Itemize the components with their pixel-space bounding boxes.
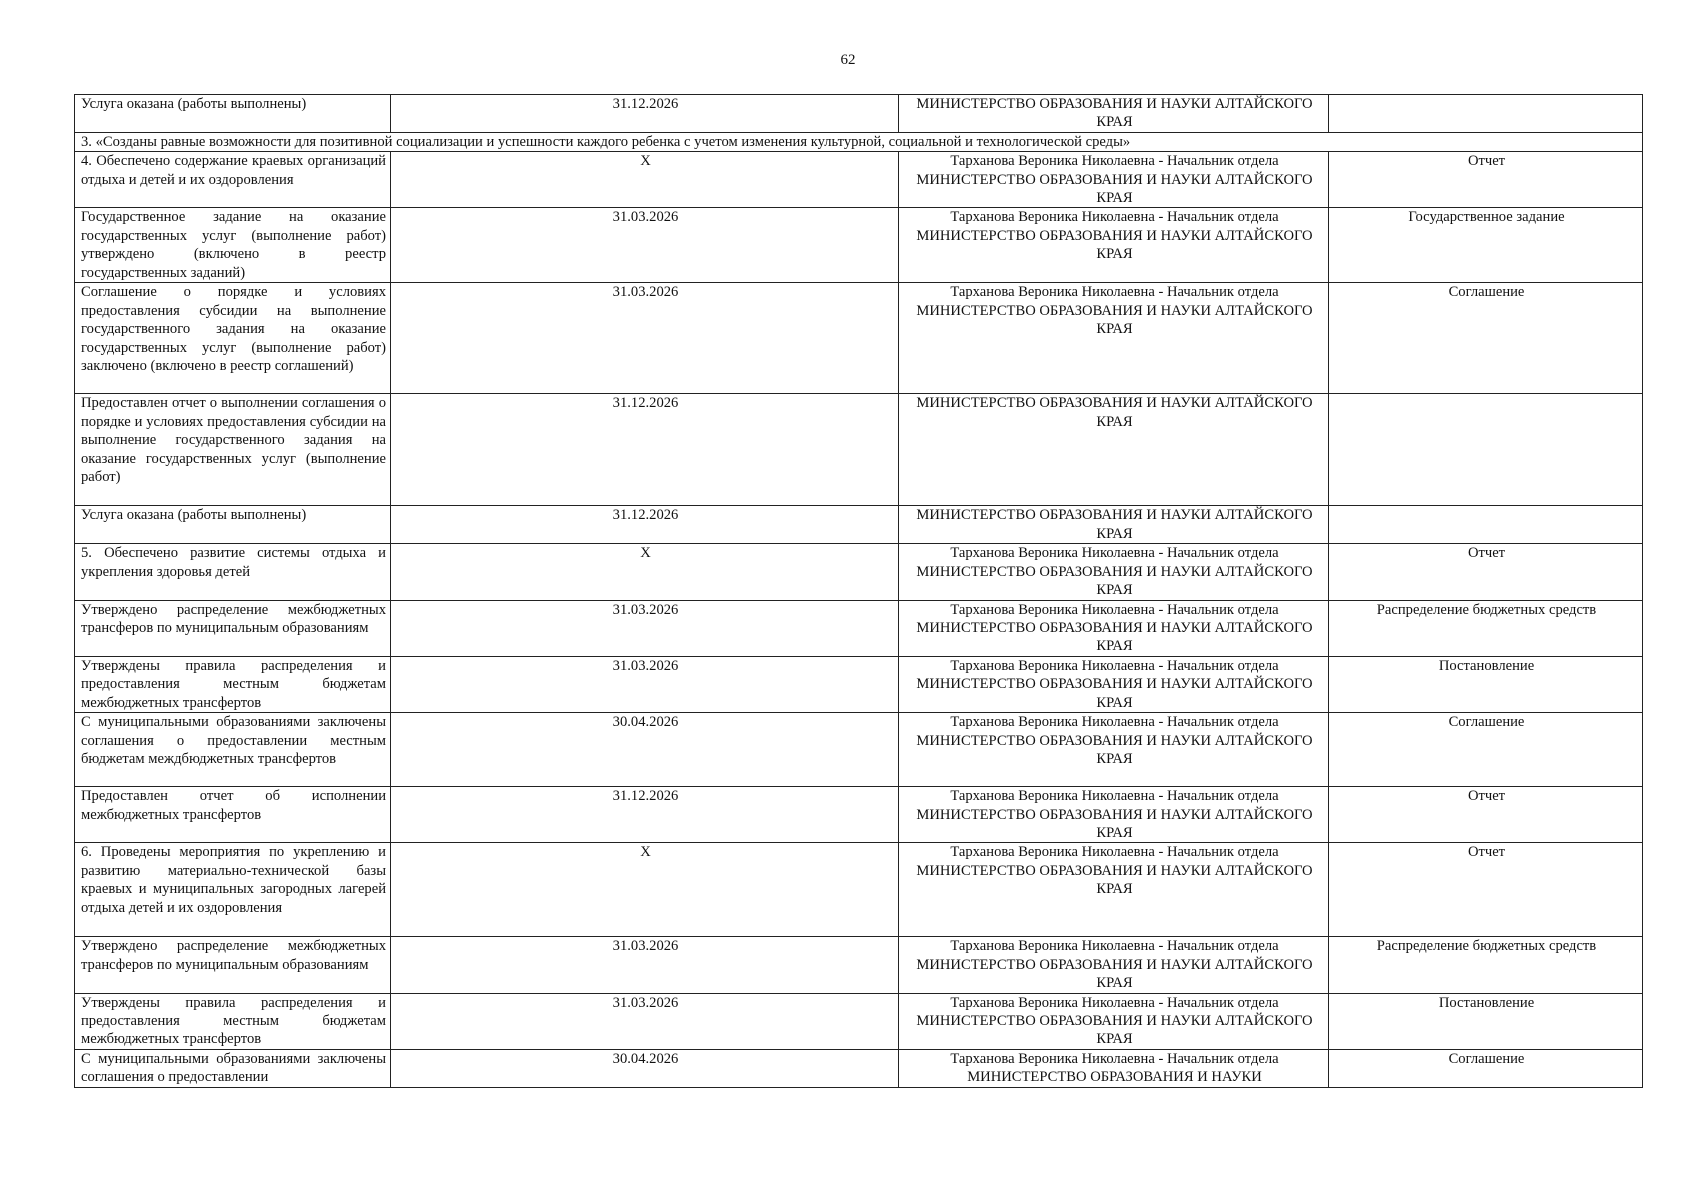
table-row [75,600,1643,656]
table-row [75,843,1643,937]
section-title: 3. «Созданы равные возможности для позитивной социализации и успешности каждого ребенка с учетом изменения культурной, социальной и технологической среды» [75,132,1643,151]
deadline-date: 30.04.2026 [391,713,899,787]
table-row [75,656,1643,712]
event-name: 6. Проведены мероприятия по укреплению и развитию материально-технической базы краевых и муниципальных загородных лагерей отдыха детей и их оздоровления [75,843,391,937]
table-row [75,208,1643,283]
deadline-date: 31.03.2026 [391,937,899,993]
responsible-person: Тарханова Вероника Николаевна - Начальник отдела МИНИСТЕРСТВО ОБРАЗОВАНИЯ И НАУКИ АЛТАЙСКОГО КРАЯ [899,656,1329,712]
deadline-date: X [391,152,899,208]
result-document [1329,95,1643,133]
table-row [75,283,1643,394]
responsible-person: Тарханова Вероника Николаевна - Начальник отдела МИНИСТЕРСТВО ОБРАЗОВАНИЯ И НАУКИ АЛТАЙСКОГО КРАЯ [899,600,1329,656]
result-document: Соглашение [1329,1049,1643,1087]
deadline-date: 31.03.2026 [391,993,899,1049]
result-document: Отчет [1329,787,1643,843]
event-name: Государственное задание на оказание государственных услуг (выполнение работ) утверждено (включено в реестр государственных заданий) [75,208,391,283]
result-document [1329,394,1643,506]
responsible-person: Тарханова Вероника Николаевна - Начальник отдела МИНИСТЕРСТВО ОБРАЗОВАНИЯ И НАУКИ АЛТАЙСКОГО КРАЯ [899,937,1329,993]
responsible-person: МИНИСТЕРСТВО ОБРАЗОВАНИЯ И НАУКИ АЛТАЙСКОГО КРАЯ [899,506,1329,544]
event-name: С муниципальными образованиями заключены соглашения о предоставлении местным бюджетам междбюджетных трансфертов [75,713,391,787]
event-name: Утверждено распределение межбюджетных трансферов по муниципальным образованиям [75,600,391,656]
responsible-person: Тарханова Вероника Николаевна - Начальник отдела МИНИСТЕРСТВО ОБРАЗОВАНИЯ И НАУКИ АЛТАЙСКОГО КРАЯ [899,993,1329,1049]
deadline-date: X [391,843,899,937]
responsible-person: Тарханова Вероника Николаевна - Начальник отдела МИНИСТЕРСТВО ОБРАЗОВАНИЯ И НАУКИ АЛТАЙСКОГО КРАЯ [899,283,1329,394]
deadline-date: 31.12.2026 [391,787,899,843]
result-document: Соглашение [1329,713,1643,787]
responsible-person: Тарханова Вероника Николаевна - Начальник отдела МИНИСТЕРСТВО ОБРАЗОВАНИЯ И НАУКИ АЛТАЙСКОГО КРАЯ [899,713,1329,787]
responsible-person: Тарханова Вероника Николаевна - Начальник отдела МИНИСТЕРСТВО ОБРАЗОВАНИЯ И НАУКИ АЛТАЙСКОГО КРАЯ [899,544,1329,600]
event-name: Соглашение о порядке и условиях предоставления субсидии на выполнение государственного задания на оказание государственных услуг (выполнение работ) заключено (включено в реестр соглашений) [75,283,391,394]
table-row [75,787,1643,843]
responsible-person: Тарханова Вероника Николаевна - Начальник отдела МИНИСТЕРСТВО ОБРАЗОВАНИЯ И НАУКИ АЛТАЙСКОГО КРАЯ [899,208,1329,283]
result-document: Постановление [1329,993,1643,1049]
responsible-person: Тарханова Вероника Николаевна - Начальник отдела МИНИСТЕРСТВО ОБРАЗОВАНИЯ И НАУКИ АЛТАЙСКОГО КРАЯ [899,152,1329,208]
event-name: 4. Обеспечено содержание краевых организаций отдыха и детей и их оздоровления [75,152,391,208]
responsible-person: МИНИСТЕРСТВО ОБРАЗОВАНИЯ И НАУКИ АЛТАЙСКОГО КРАЯ [899,394,1329,506]
event-name: Утверждено распределение межбюджетных трансферов по муниципальным образованиям [75,937,391,993]
page-number: 62 [840,52,856,68]
event-name: 5. Обеспечено развитие системы отдыха и укрепления здоровья детей [75,544,391,600]
responsible-person: Тарханова Вероника Николаевна - Начальник отдела МИНИСТЕРСТВО ОБРАЗОВАНИЯ И НАУКИ АЛТАЙСКОГО КРАЯ [899,843,1329,937]
event-name: Предоставлен отчет о выполнении соглашения о порядке и условиях предоставления субсидии на выполнение государственного задания на оказание государственных услуг (выполнение работ) [75,394,391,506]
responsible-person: Тарханова Вероника Николаевна - Начальник отдела МИНИСТЕРСТВО ОБРАЗОВАНИЯ И НАУКИ АЛТАЙСКОГО КРАЯ [899,787,1329,843]
event-name: Утверждены правила распределения и предоставления местным бюджетам межбюджетных трансфертов [75,993,391,1049]
deadline-date: 31.03.2026 [391,600,899,656]
result-document: Государственное задание [1329,208,1643,283]
table-row [75,713,1643,787]
deadline-date: 31.03.2026 [391,208,899,283]
deadline-date: X [391,544,899,600]
result-document: Постановление [1329,656,1643,712]
result-document: Отчет [1329,152,1643,208]
plan-table [74,94,1643,1088]
deadline-date: 31.12.2026 [391,506,899,544]
section-row [75,132,1643,151]
table-row [75,506,1643,544]
deadline-date: 31.12.2026 [391,95,899,133]
table-row [75,394,1643,506]
result-document: Распределение бюджетных средств [1329,937,1643,993]
table-row [75,993,1643,1049]
table-row [75,95,1643,133]
result-document: Распределение бюджетных средств [1329,600,1643,656]
deadline-date: 31.03.2026 [391,656,899,712]
event-name: Предоставлен отчет об исполнении межбюджетных трансфертов [75,787,391,843]
event-name: Услуга оказана (работы выполнены) [75,95,391,133]
responsible-person: Тарханова Вероника Николаевна - Начальник отдела МИНИСТЕРСТВО ОБРАЗОВАНИЯ И НАУКИ [899,1049,1329,1087]
table-row [75,544,1643,600]
result-document: Соглашение [1329,283,1643,394]
table-row [75,1049,1643,1087]
deadline-date: 31.12.2026 [391,394,899,506]
result-document: Отчет [1329,544,1643,600]
event-name: С муниципальными образованиями заключены соглашения о предоставлении [75,1049,391,1087]
result-document [1329,506,1643,544]
result-document: Отчет [1329,843,1643,937]
event-name: Услуга оказана (работы выполнены) [75,506,391,544]
table-row [75,152,1643,208]
responsible-person: МИНИСТЕРСТВО ОБРАЗОВАНИЯ И НАУКИ АЛТАЙСКОГО КРАЯ [899,95,1329,133]
table-row [75,937,1643,993]
deadline-date: 30.04.2026 [391,1049,899,1087]
deadline-date: 31.03.2026 [391,283,899,394]
event-name: Утверждены правила распределения и предоставления местным бюджетам межбюджетных трансфертов [75,656,391,712]
